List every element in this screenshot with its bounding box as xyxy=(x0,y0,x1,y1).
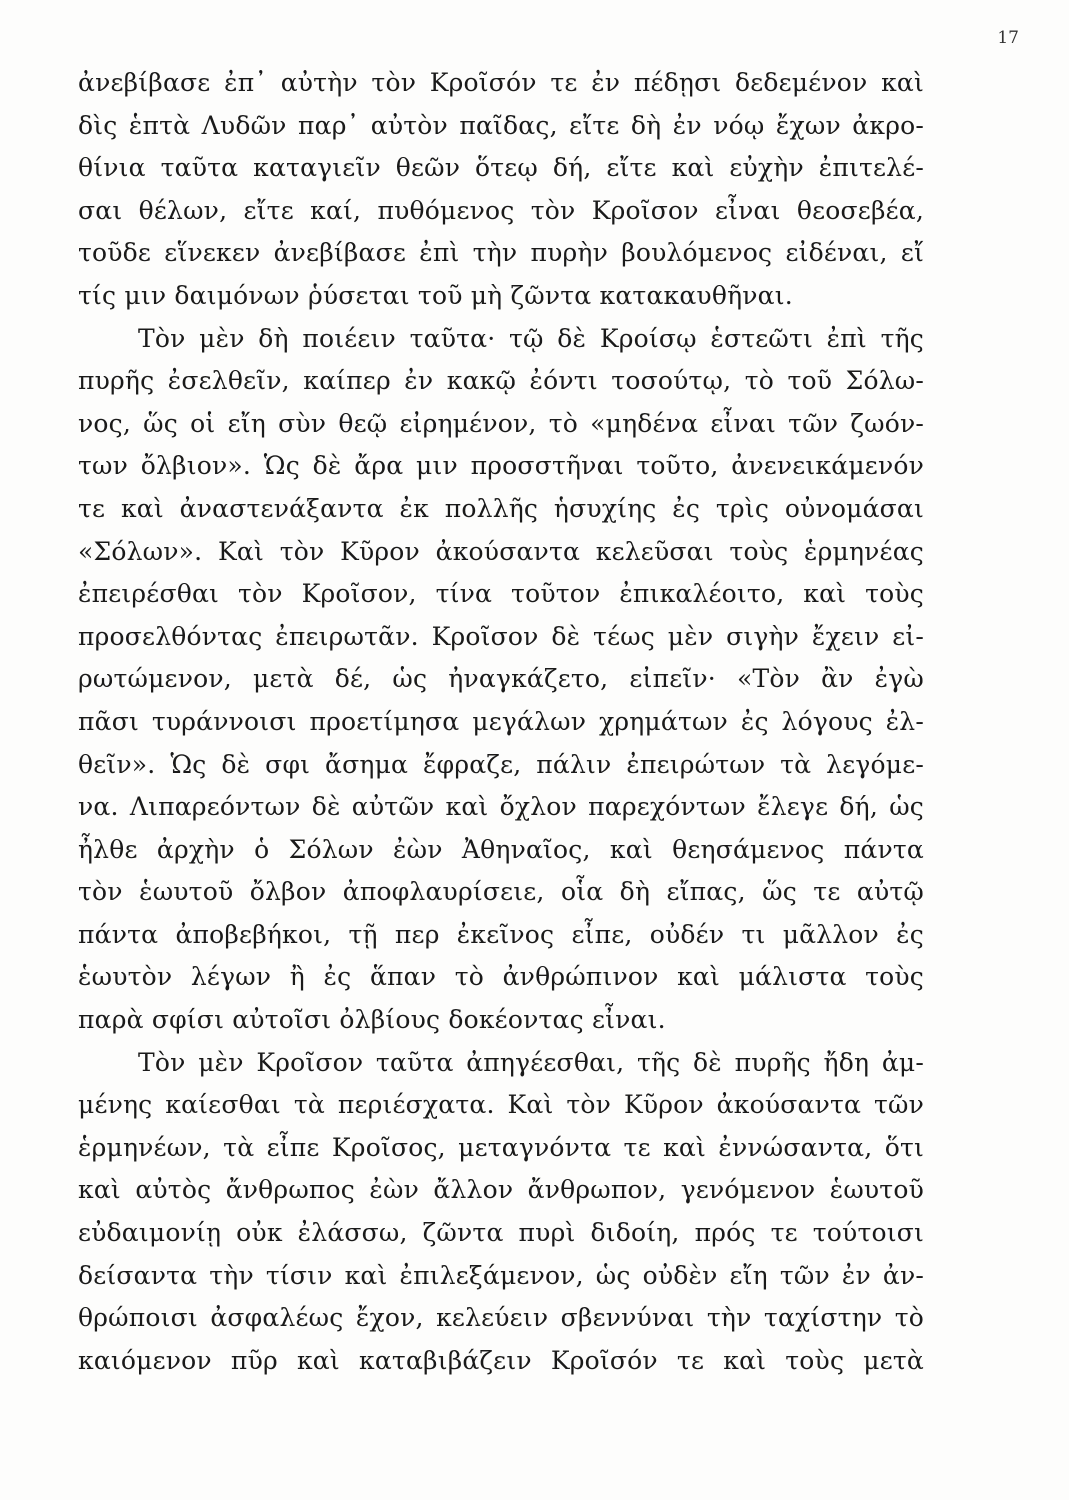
text-line: ρωτώμενον, μετὰ δέ, ὡς ἠναγκάζετο, εἰπεῖν· «Τὸν ἂν ἐγὼ xyxy=(78,664,924,694)
text-line: πυρῆς ἐσελθεῖν, καίπερ ἐν κακῷ ἐόντι τοσούτῳ, τὸ τοῦ Σόλω- xyxy=(78,366,924,396)
text-line: «Σόλων». Καὶ τὸν Κῦρον ἀκούσαντα κελεῦσαι τοὺς ἑρμηνέας xyxy=(78,536,924,566)
text-line: Τὸν μὲν δὴ ποιέειν ταῦτα· τῷ δὲ Κροίσῳ ἑστεῶτι ἐπὶ τῆς xyxy=(138,323,924,353)
text-line: τε καὶ ἀναστενάξαντα ἐκ πολλῆς ἡσυχίης ἐς τρὶς οὐνομάσαι xyxy=(78,493,924,523)
text-line: πάντα ἀποβεβήκοι, τῇ περ ἐκεῖνος εἶπε, οὐδέν τι μᾶλλον ἐς xyxy=(78,919,924,949)
text-line: παρὰ σφίσι αὐτοῖσι ὀλβίους δοκέοντας εἶναι. xyxy=(78,1005,666,1035)
text-line: Τὸν μὲν Κροῖσον ταῦτα ἀπηγέεσθαι, τῆς δὲ πυρῆς ἤδη ἀμ- xyxy=(138,1047,924,1077)
text-line: μένης καίεσθαι τὰ περιέσχατα. Καὶ τὸν Κῦρον ἀκούσαντα τῶν xyxy=(78,1090,924,1120)
text-line: καὶ αὐτὸς ἄνθρωπος ἐὼν ἄλλον ἄνθρωπον, γενόμενον ἑωυτοῦ xyxy=(78,1175,924,1205)
text-line: δὶς ἑπτὰ Λυδῶν παρ᾽ αὐτὸν παῖδας, εἴτε δὴ ἐν νόῳ ἔχων ἀκρο- xyxy=(78,110,924,140)
text-line: ἀνεβίβασε ἐπ᾽ αὐτὴν τὸν Κροῖσόν τε ἐν πέδῃσι δεδεμένον καὶ xyxy=(78,68,924,97)
text-line: θρώποισι ἀσφαλέως ἔχον, κελεύειν σβεννύναι τὴν ταχίστην τὸ xyxy=(78,1303,924,1333)
text-line: τοῦδε εἵνεκεν ἀνεβίβασε ἐπὶ τὴν πυρὴν βουλόμενος εἰδέναι, εἴ xyxy=(78,238,924,268)
text-line: των ὄλβιον». Ὡς δὲ ἄρα μιν προσστῆναι τοῦτο, ἀνενεικάμενόν xyxy=(78,451,924,481)
text-line: θεῖν». Ὡς δὲ σφι ἄσημα ἔφραζε, πάλιν ἐπειρώτων τὰ λεγόμε- xyxy=(78,749,924,779)
text-line: ἑρμηνέων, τὰ εἶπε Κροῖσος, μεταγνόντα τε καὶ ἐννώσαντα, ὅτι xyxy=(78,1132,924,1162)
text-line: θίνια ταῦτα καταγιεῖν θεῶν ὅτεῳ δή, εἴτε καὶ εὐχὴν ἐπιτελέ- xyxy=(78,153,924,183)
text-line: καιόμενον πῦρ καὶ καταβιβάζειν Κροῖσόν τε καὶ τοὺς μετὰ xyxy=(78,1345,924,1375)
text-line: τὸν ἑωυτοῦ ὄλβον ἀποφλαυρίσειε, οἷα δὴ εἴπας, ὥς τε αὐτῷ xyxy=(78,877,924,907)
text-line: πᾶσι τυράννοισι προετίμησα μεγάλων χρημάτων ἐς λόγους ἐλ- xyxy=(78,706,924,736)
text-line: προσελθόντας ἐπειρωτᾶν. Κροῖσον δὲ τέως μὲν σιγὴν ἔχειν εἰ- xyxy=(78,621,924,651)
page-number: 17 xyxy=(997,28,1019,48)
text-line: δείσαντα τὴν τίσιν καὶ ἐπιλεξάμενον, ὡς οὐδὲν εἴη τῶν ἐν ἀν- xyxy=(78,1260,924,1290)
body-text xyxy=(78,62,924,1382)
text-line: σαι θέλων, εἴτε καί, πυθόμενος τὸν Κροῖσον εἶναι θεοσεβέα, xyxy=(78,195,924,225)
text-line: ἦλθε ἀρχὴν ὁ Σόλων ἐὼν Ἀθηναῖος, καὶ θεησάμενος πάντα xyxy=(78,834,924,864)
text-line: νος, ὥς οἱ εἴη σὺν θεῷ εἰρημένον, τὸ «μηδένα εἶναι τῶν ζωόν- xyxy=(78,408,924,438)
text-line: ἐπειρέσθαι τὸν Κροῖσον, τίνα τοῦτον ἐπικαλέοιτο, καὶ τοὺς xyxy=(78,579,924,609)
text-line: τίς μιν δαιμόνων ῥύσεται τοῦ μὴ ζῶντα κατακαυθῆναι. xyxy=(78,280,793,310)
text-line: να. Λιπαρεόντων δὲ αὐτῶν καὶ ὄχλον παρεχόντων ἔλεγε δή, ὡς xyxy=(78,792,924,822)
text-line: ἑωυτὸν λέγων ἢ ἐς ἅπαν τὸ ἀνθρώπινον καὶ μάλιστα τοὺς xyxy=(78,962,924,992)
text-line: εὐδαιμονίῃ οὐκ ἐλάσσω, ζῶντα πυρὶ διδοίη, πρός τε τούτοισι xyxy=(78,1218,924,1248)
